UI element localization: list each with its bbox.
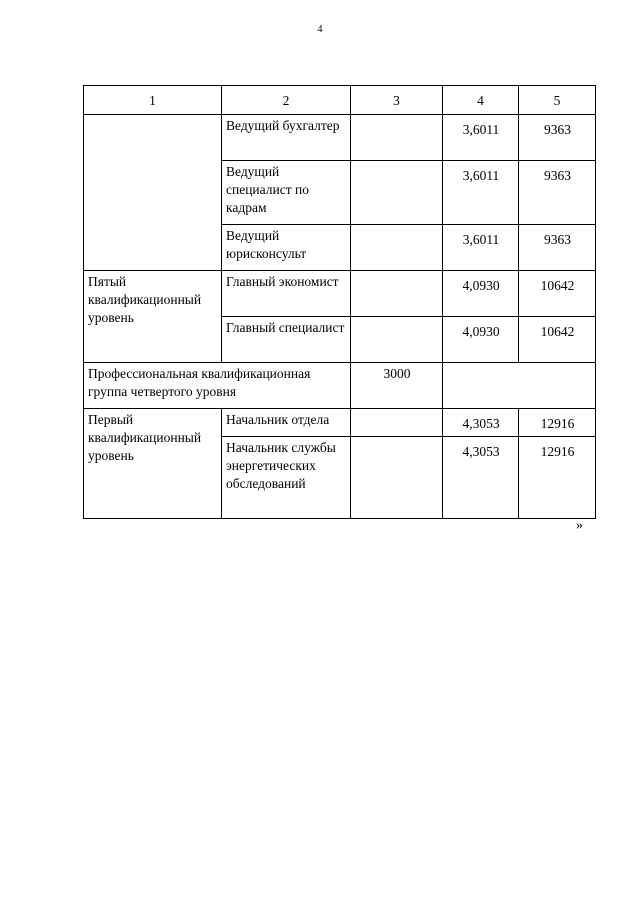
table-row [84, 115, 596, 161]
position-cell: Ведущий специалист по кадрам [222, 161, 351, 225]
salary-table [83, 85, 596, 519]
header-cell-5: 5 [519, 86, 596, 115]
salary-cell: 10642 [519, 317, 596, 363]
header-cell-3: 3 [351, 86, 443, 115]
coefficient-cell: 4,3053 [443, 437, 519, 519]
group-title-cell: Профессиональная квалификационная группа четвертого уровня [84, 363, 351, 409]
base-cell [351, 225, 443, 271]
position-cell: Начальник службы энергетических обследований [222, 437, 351, 519]
coefficient-cell: 3,6011 [443, 161, 519, 225]
group-base-salary-cell: 3000 [351, 363, 443, 409]
position-cell: Начальник отдела [222, 409, 351, 437]
level-cell-empty [84, 115, 222, 271]
table-row [84, 271, 596, 317]
page-number: 4 [317, 24, 323, 35]
group-row [84, 363, 596, 409]
position-cell: Главный специалист [222, 317, 351, 363]
coefficient-cell: 3,6011 [443, 115, 519, 161]
coefficient-cell: 4,0930 [443, 317, 519, 363]
closing-quote: » [576, 518, 583, 533]
base-cell [351, 409, 443, 437]
table-row [84, 409, 596, 437]
salary-cell: 9363 [519, 115, 596, 161]
salary-cell: 9363 [519, 161, 596, 225]
group-empty-cell [443, 363, 596, 409]
base-cell [351, 437, 443, 519]
header-cell-4: 4 [443, 86, 519, 115]
position-cell: Ведущий юрисконсульт [222, 225, 351, 271]
header-cell-2: 2 [222, 86, 351, 115]
base-cell [351, 271, 443, 317]
coefficient-cell: 4,0930 [443, 271, 519, 317]
salary-cell: 12916 [519, 409, 596, 437]
base-cell [351, 317, 443, 363]
base-cell [351, 161, 443, 225]
salary-cell: 12916 [519, 437, 596, 519]
position-cell: Главный экономист [222, 271, 351, 317]
coefficient-cell: 3,6011 [443, 225, 519, 271]
table-header-row [84, 86, 596, 115]
level-cell: Пятый квалификационный уровень [84, 271, 222, 363]
header-cell-1: 1 [84, 86, 222, 115]
position-cell: Ведущий бухгалтер [222, 115, 351, 161]
base-cell [351, 115, 443, 161]
coefficient-cell: 4,3053 [443, 409, 519, 437]
salary-cell: 9363 [519, 225, 596, 271]
level-cell: Первый квалификационный уровень [84, 409, 222, 519]
salary-cell: 10642 [519, 271, 596, 317]
